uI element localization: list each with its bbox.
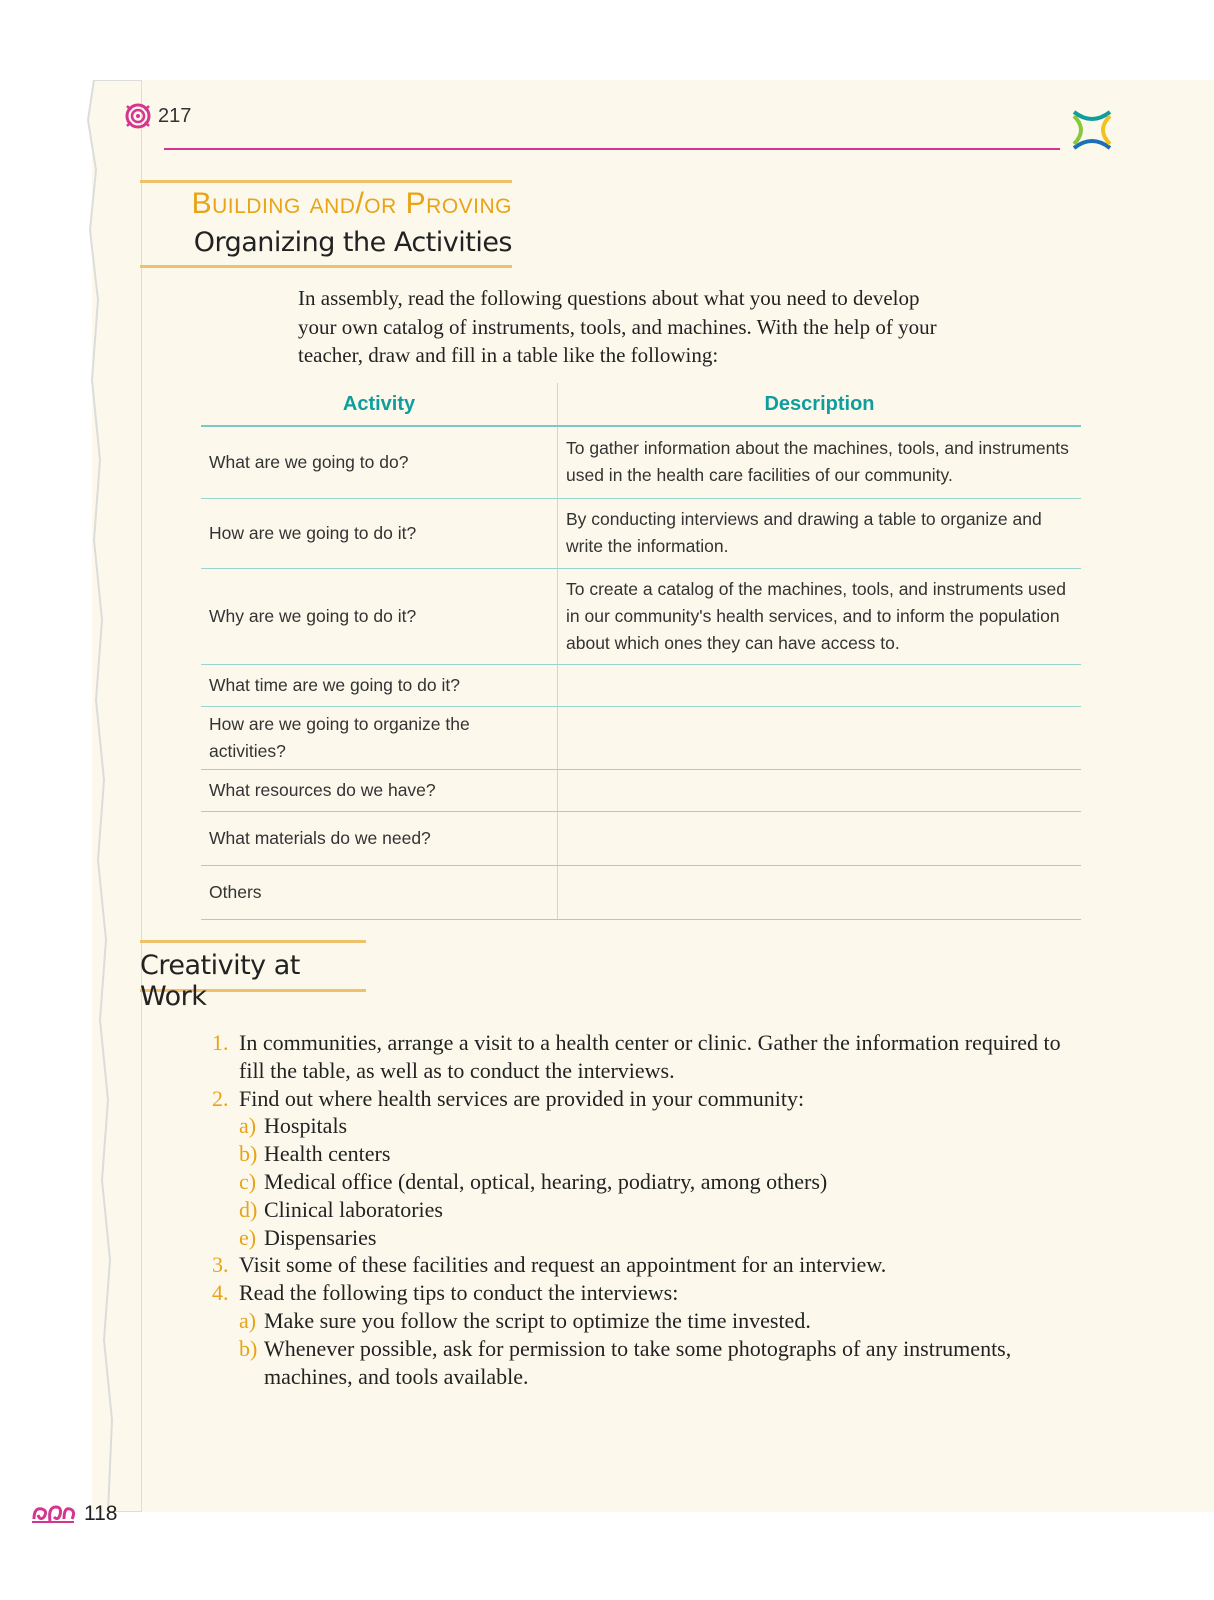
page-header [124,102,191,130]
bottom-page-number: 118 [84,1502,118,1525]
table-row [201,811,1081,865]
list-item [212,1251,1072,1279]
creativity-heading [140,940,366,1012]
item-number: 1. [212,1030,229,1055]
column-header-description: Description [558,383,1082,426]
item-number: 4. [212,1280,229,1306]
list-item [212,1029,1072,1085]
table-row [201,426,1081,498]
item-text: Visit some of these facilities and request an appointment for an interview. [239,1252,887,1278]
sub-list-item [239,1196,1072,1224]
four-arc-logo-icon [1068,106,1116,154]
activities-table [201,383,1081,920]
item-letter: e) [239,1224,257,1250]
sub-list-item [239,1112,1072,1140]
creativity-list [212,1029,1072,1390]
item-letter: a) [239,1307,257,1333]
item-letter: b) [239,1335,258,1361]
item-number: 3. [212,1252,229,1278]
item-letter: b) [239,1141,258,1167]
activity-cell: What materials do we need? [201,811,558,865]
item-text: Make sure you follow the script to optimize the time invested. [264,1307,811,1333]
intro-paragraph: In assembly, read the following questions about what you need to develop your own catalog of instruments, tools, and machines. With the help of your teacher, draw and fill in a table like the following: [298,286,937,367]
pink-swirl-ornament-icon [30,1503,76,1525]
list-item [212,1085,1072,1113]
activity-cell: What resources do we have? [201,769,558,811]
description-cell: By conducting interviews and drawing a table to organize and write the information. [558,498,1082,568]
creativity-title: Creativity at Work [140,950,300,1012]
activity-cell: How are we going to organize the activities? [201,706,558,769]
item-text: In communities, arrange a visit to a health center or clinic. Gather the information required to fill the table, as well as to conduct the interviews. [239,1030,1061,1083]
table-row [201,706,1081,769]
item-letter: c) [239,1168,257,1194]
item-text: Medical office (dental, optical, hearing, podiatry, among others) [264,1168,828,1194]
top-page-number: 217 [158,104,192,127]
item-letter: a) [239,1113,257,1139]
item-text: Read the following tips to conduct the interviews: [239,1280,679,1306]
item-letter: d) [239,1196,258,1222]
torn-edge [82,80,142,1512]
activity-cell: Why are we going to do it? [201,568,558,664]
table-row [201,769,1081,811]
description-cell [558,811,1082,865]
page-footer [30,1502,117,1526]
item-text: Find out where health services are provided in your community: [239,1085,805,1111]
table-row [201,498,1081,568]
description-cell [558,769,1082,811]
sub-list-item [239,1140,1072,1168]
table-row [201,664,1081,706]
description-cell [558,664,1082,706]
item-number: 2. [212,1085,229,1111]
description-cell: To gather information about the machines, tools, and instruments used in the health care facilities of our community. [558,426,1082,498]
activity-cell: What are we going to do? [201,426,558,498]
activity-cell: How are we going to do it? [201,498,558,568]
table-row [201,865,1081,919]
item-text: Clinical laboratories [264,1196,443,1222]
description-cell [558,865,1082,919]
activity-cell: What time are we going to do it? [201,664,558,706]
sub-list-item [239,1224,1072,1252]
item-text: Dispensaries [264,1224,377,1250]
sub-list-item [239,1335,1072,1391]
list-item [212,1279,1072,1307]
column-header-activity: Activity [201,383,558,426]
activity-cell: Others [201,865,558,919]
item-text: Hospitals [264,1113,348,1139]
description-cell [558,706,1082,769]
table-header-row [201,383,1081,426]
swirl-sun-icon [124,102,152,130]
description-cell: To create a catalog of the machines, tools, and instruments used in our community's health services, and to inform the population about which ones they can have access to. [558,568,1082,664]
item-text: Whenever possible, ask for permission to take some photographs of any instruments, machines, and tools available. [264,1335,1012,1389]
header-rule [164,148,1060,150]
sub-list-item [239,1307,1072,1335]
section-title: Organizing the Activities [193,227,512,258]
item-text: Health centers [264,1141,391,1167]
table-row [201,568,1081,664]
section-heading [140,180,512,268]
section-kicker: Building and/or Proving [191,187,512,220]
sub-list-item [239,1168,1072,1196]
